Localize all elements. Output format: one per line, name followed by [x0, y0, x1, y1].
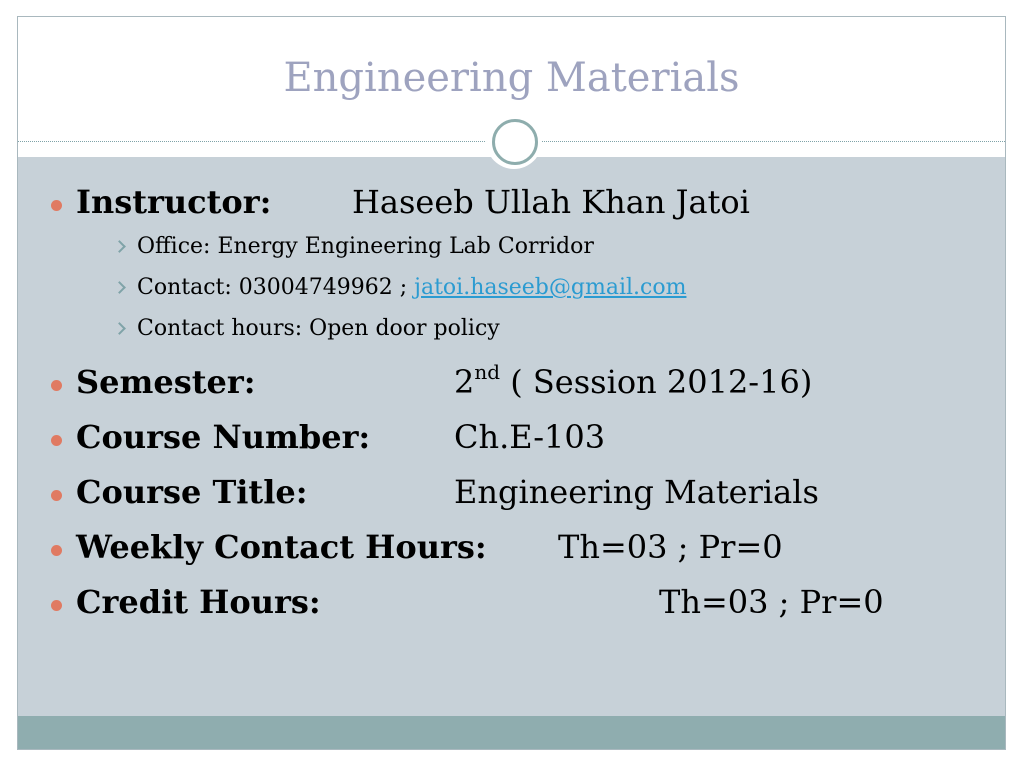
slide-content: [18, 157, 1005, 716]
bullet-icon: [51, 600, 62, 611]
semester-number: 2: [454, 363, 475, 401]
chevron-right-icon: [113, 322, 126, 335]
circle-ring-icon: [492, 119, 538, 165]
bullet-icon: [51, 545, 62, 556]
credit-hours-label: Credit Hours:: [76, 583, 321, 621]
bullet-icon: [51, 200, 62, 211]
contact-text: Contact: 03004749962 ;: [137, 275, 415, 300]
bullet-icon: [51, 380, 62, 391]
instructor-label: Instructor:: [76, 183, 272, 221]
contact-hours-item: [137, 316, 500, 341]
chevron-right-icon: [113, 240, 126, 253]
office-text: Office: Energy Engineering Lab Corridor: [137, 234, 594, 259]
bullet-icon: [51, 490, 62, 501]
contact-item: [137, 275, 686, 300]
course-title-value: Engineering Materials: [454, 473, 819, 511]
slide-title: Engineering Materials: [283, 55, 740, 101]
semester-label: Semester:: [76, 363, 256, 401]
course-number-label: Course Number:: [76, 418, 371, 456]
course-title-label: Course Title:: [76, 473, 308, 511]
slide-footer-bar: [18, 716, 1005, 750]
weekly-hours-value: Th=03 ; Pr=0: [558, 528, 783, 566]
email-link[interactable]: jatoi.haseeb@gmail.com: [414, 275, 687, 300]
semester-value: [454, 360, 813, 401]
office-item: [137, 234, 594, 259]
instructor-name: Haseeb Ullah Khan Jatoi: [352, 183, 750, 221]
slide-frame: [17, 16, 1006, 750]
bullet-icon: [51, 435, 62, 446]
contact-hours-text: Contact hours: Open door policy: [137, 316, 500, 341]
weekly-hours-label: Weekly Contact Hours:: [76, 528, 487, 566]
course-number-value: Ch.E-103: [454, 418, 606, 456]
chevron-right-icon: [113, 281, 126, 294]
semester-session: ( Session 2012-16): [500, 363, 813, 401]
credit-hours-value: Th=03 ; Pr=0: [659, 583, 884, 621]
semester-ordinal: nd: [474, 360, 501, 384]
